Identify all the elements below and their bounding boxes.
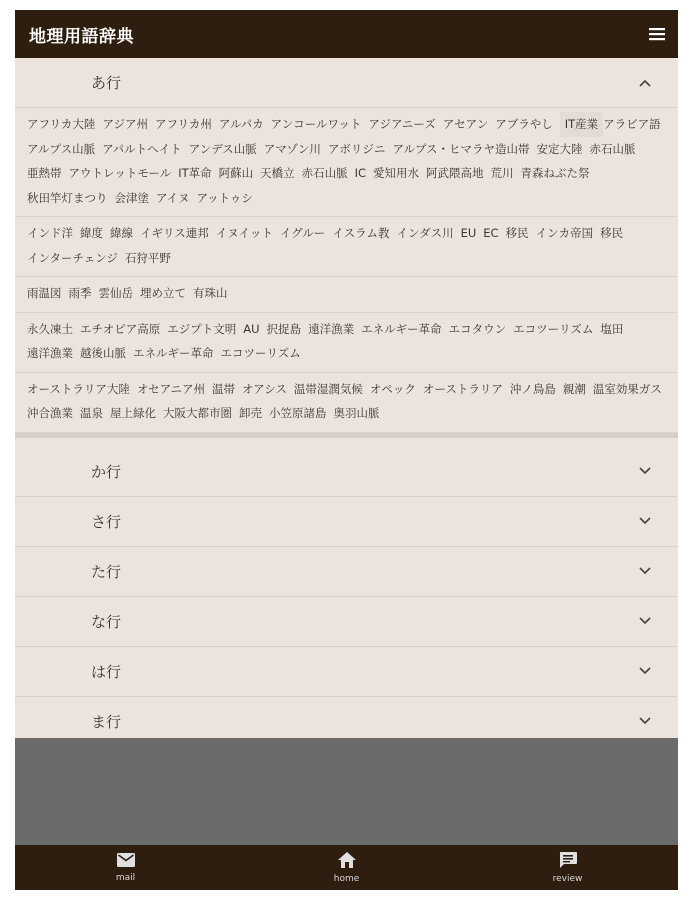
- term-link[interactable]: IC: [354, 166, 367, 180]
- section-header-a[interactable]: [15, 58, 678, 108]
- chevron-down-icon: [636, 562, 654, 580]
- chevron-down-icon: [636, 462, 654, 480]
- chevron-down-icon: [636, 612, 654, 630]
- term-group: [15, 277, 678, 313]
- term-link[interactable]: アットゥシ: [196, 190, 253, 205]
- term-link[interactable]: エネルギー革命: [133, 346, 214, 360]
- nav-mail[interactable]: [15, 845, 236, 890]
- term-link[interactable]: 会津塗: [114, 190, 149, 205]
- term-link[interactable]: 埋め立て: [140, 286, 186, 300]
- section-label: あ行: [91, 74, 122, 92]
- term-link[interactable]: 雲仙岳: [98, 286, 133, 300]
- term-link[interactable]: 荒川: [490, 166, 514, 180]
- term-link[interactable]: 遠洋漁業: [27, 346, 73, 360]
- term-link[interactable]: 石狩平野: [124, 250, 171, 265]
- mail-icon: [117, 852, 135, 871]
- app-frame: [15, 10, 678, 890]
- term-link[interactable]: 青森ねぶた祭: [520, 166, 590, 180]
- term-link[interactable]: アジア州: [102, 117, 148, 131]
- term-link[interactable]: アウトレットモール: [68, 166, 172, 180]
- term-link[interactable]: 移民: [600, 226, 624, 240]
- term-link[interactable]: アルプス・ヒマラヤ造山帯: [392, 141, 530, 156]
- home-icon: [338, 852, 356, 872]
- term-link[interactable]: 天橋立: [260, 166, 295, 180]
- term-link[interactable]: アジアニーズ: [368, 117, 436, 131]
- term-link[interactable]: エコツーリズム: [513, 321, 594, 336]
- term-link[interactable]: オアシス: [242, 381, 287, 396]
- nav-home[interactable]: [236, 845, 457, 890]
- section-label: ま行: [91, 712, 122, 731]
- section-header[interactable]: [15, 447, 678, 497]
- term-link[interactable]: 沖ノ鳥島: [509, 381, 556, 396]
- bottom-navigation: [15, 845, 678, 890]
- term-group: [15, 373, 678, 433]
- chevron-up-icon: [636, 74, 654, 92]
- term-link[interactable]: 永久凍土: [27, 321, 73, 336]
- term-link[interactable]: 赤石山脈: [589, 141, 636, 156]
- term-link[interactable]: 卸売: [239, 406, 262, 420]
- ad-placeholder: [15, 738, 678, 845]
- term-link[interactable]: アルパカ: [218, 117, 264, 131]
- term-link[interactable]: エネルギー革命: [361, 321, 442, 336]
- term-link[interactable]: 温泉: [80, 406, 103, 420]
- section-a-terms: [15, 108, 678, 433]
- term-link[interactable]: 亜熱帯: [27, 166, 62, 180]
- term-link[interactable]: アンコールワット: [270, 117, 362, 131]
- term-link[interactable]: アセアン: [442, 117, 489, 131]
- term-link[interactable]: 越後山脈: [80, 346, 126, 360]
- chevron-down-icon: [636, 662, 654, 680]
- term-link[interactable]: アラビア語: [603, 117, 661, 131]
- review-icon: [559, 852, 577, 872]
- term-link[interactable]: イグルー: [279, 226, 326, 240]
- term-link[interactable]: エチオピア高原: [80, 321, 161, 336]
- term-link[interactable]: エジプト文明: [167, 321, 237, 336]
- term-link[interactable]: オペック: [369, 381, 416, 396]
- term-group: [15, 108, 678, 217]
- term-link[interactable]: 雨季: [68, 286, 92, 300]
- term-link[interactable]: インド洋: [27, 226, 73, 240]
- app-title: 地理用語辞典: [29, 26, 134, 47]
- nav-home-label: home: [333, 873, 360, 884]
- term-link[interactable]: 安定大陸: [536, 141, 583, 156]
- section-label: た行: [91, 562, 122, 581]
- term-link[interactable]: 屋上緑化: [110, 406, 156, 420]
- term-link[interactable]: インカ帝国: [535, 226, 594, 240]
- section-label: は行: [91, 662, 122, 681]
- term-link[interactable]: 遠洋漁業: [308, 321, 355, 336]
- section-divider: [15, 433, 678, 447]
- term-link[interactable]: アンデス山脈: [188, 141, 257, 156]
- dictionary-list: [15, 58, 678, 738]
- term-link[interactable]: アイヌ: [156, 190, 190, 205]
- term-link[interactable]: イギリス連邦: [140, 226, 209, 240]
- app-bar: [15, 10, 678, 58]
- term-link[interactable]: アルプス山脈: [27, 141, 96, 156]
- term-link[interactable]: アフリカ州: [154, 117, 212, 131]
- hamburger-menu-icon[interactable]: [646, 23, 668, 45]
- chevron-down-icon: [636, 712, 654, 730]
- term-link[interactable]: IT革命: [178, 166, 212, 180]
- term-link[interactable]: 雨温図: [27, 286, 62, 300]
- term-link[interactable]: インダス川: [396, 226, 454, 240]
- section-label: さ行: [91, 512, 122, 531]
- term-link[interactable]: 阿蘇山: [218, 166, 254, 180]
- section-label: か行: [91, 462, 122, 481]
- nav-review[interactable]: [457, 845, 678, 890]
- chevron-down-icon: [636, 512, 654, 530]
- nav-mail-label: mail: [115, 873, 136, 883]
- term-link[interactable]: 緯線: [110, 226, 133, 240]
- section-header[interactable]: [15, 647, 678, 697]
- term-link[interactable]: エコタウン: [448, 321, 507, 336]
- term-link[interactable]: AU: [243, 321, 260, 336]
- term-link[interactable]: イスラム教: [332, 226, 390, 240]
- term-link[interactable]: IT産業: [560, 112, 603, 137]
- term-link[interactable]: オセアニア州: [136, 381, 206, 396]
- term-link[interactable]: 秋田竿灯まつり: [27, 190, 108, 205]
- term-link[interactable]: 温室効果ガス: [592, 381, 662, 396]
- term-link[interactable]: アフリカ大陸: [27, 117, 96, 131]
- term-group: [15, 217, 678, 277]
- term-link[interactable]: 塩田: [600, 321, 624, 336]
- term-link[interactable]: 阿武隈高地: [426, 166, 484, 180]
- term-link[interactable]: アマゾン川: [263, 141, 321, 156]
- term-link[interactable]: 温帯湿潤気候: [293, 381, 363, 396]
- nav-review-label: review: [552, 873, 583, 884]
- term-link[interactable]: 愛知用水: [373, 166, 420, 180]
- term-link[interactable]: 奥羽山脈: [333, 406, 380, 420]
- term-link[interactable]: イヌイット: [215, 226, 273, 240]
- term-link[interactable]: アボリジニ: [327, 141, 386, 156]
- term-link[interactable]: アパルトヘイト: [102, 141, 182, 156]
- term-link[interactable]: 有珠山: [193, 286, 228, 300]
- section-header[interactable]: [15, 697, 678, 739]
- term-link[interactable]: 沖合漁業: [27, 406, 73, 420]
- term-link[interactable]: 択捉島: [266, 321, 302, 336]
- term-link[interactable]: 親潮: [562, 381, 586, 396]
- term-link[interactable]: 緯度: [80, 226, 103, 240]
- term-link[interactable]: 移民: [505, 226, 529, 240]
- term-link[interactable]: 大阪大都市圏: [163, 406, 232, 420]
- term-link[interactable]: オーストラリア大陸: [27, 381, 130, 396]
- term-link[interactable]: 赤石山脈: [301, 166, 348, 180]
- term-link[interactable]: オーストラリア: [422, 381, 503, 396]
- term-group: [15, 313, 678, 373]
- collapsed-sections: [15, 447, 678, 739]
- term-link[interactable]: EU: [460, 226, 477, 240]
- term-link[interactable]: 温帯: [212, 381, 236, 396]
- section-header[interactable]: [15, 597, 678, 647]
- section-header[interactable]: [15, 547, 678, 597]
- term-link[interactable]: エコツーリズム: [220, 346, 301, 360]
- term-link[interactable]: EC: [483, 226, 499, 240]
- section-label: な行: [91, 612, 122, 631]
- term-link[interactable]: 小笠原諸島: [269, 406, 327, 420]
- term-link[interactable]: インターチェンジ: [27, 250, 118, 265]
- section-header[interactable]: [15, 497, 678, 547]
- term-link[interactable]: アブラやし: [495, 117, 553, 131]
